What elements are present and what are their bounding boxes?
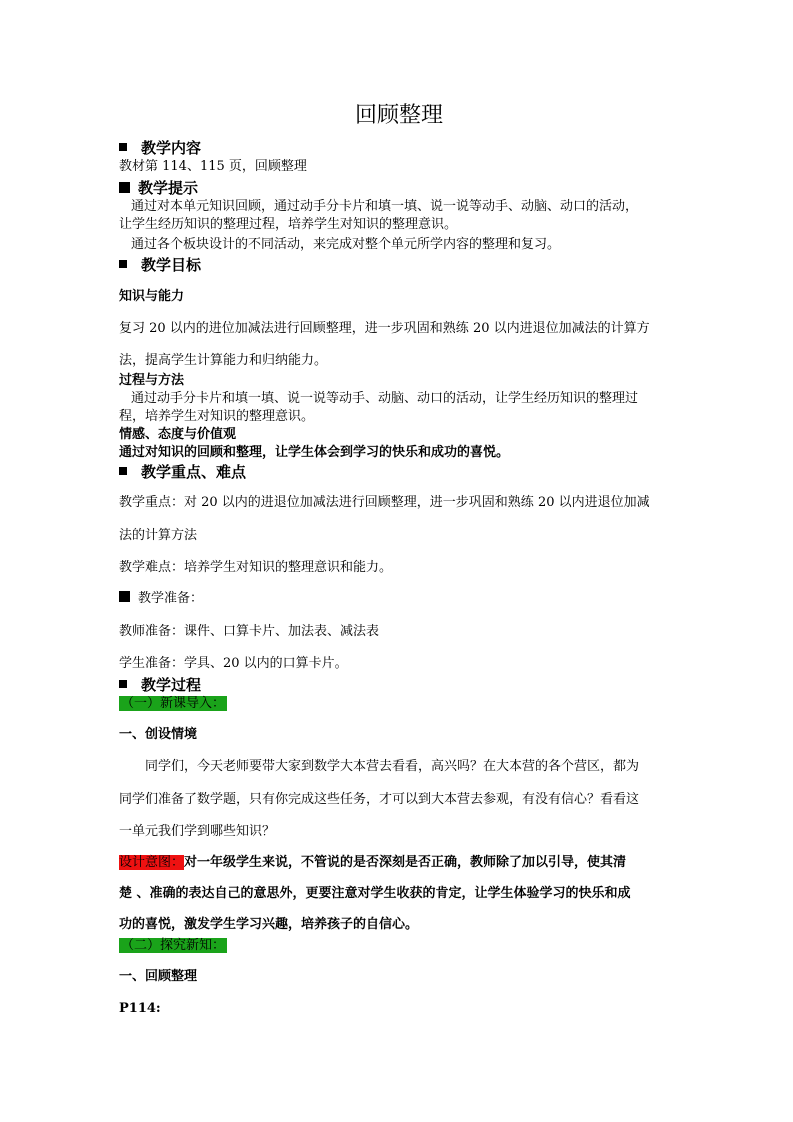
tips-p1b: 让学生经历知识的整理过程，培养学生对知识的整理意识。 <box>119 217 458 232</box>
attitude-heading: 情感、态度与价值观 <box>119 427 237 442</box>
section-content <box>119 138 679 176</box>
key-a: 教学重点：对 20 以内的进退位加减法进行回顾整理，进一步巩固和熟练 20 以内进退位加减 <box>119 495 650 510</box>
knowledge-heading: 知识与能力 <box>119 289 185 304</box>
part2-row <box>119 937 679 955</box>
intent-c: 功的喜悦，激发学生学习兴趣，培养孩子的自信心。 <box>119 917 419 932</box>
heading-prep: 教学准备： <box>119 590 679 608</box>
heading-key: 教学重点、难点 <box>119 462 679 482</box>
review-heading: 一、回顾整理 <box>119 969 198 984</box>
square-bullet-icon <box>119 467 127 475</box>
intent-b: 楚 、准确的表达自己的意思外，更要注意对学生收获的肯定，让学生体验学习的快乐和成 <box>119 886 631 901</box>
heading-goals: 教学目标 <box>119 255 679 275</box>
intent-label: 设计意图： <box>119 855 185 870</box>
scene-a: 同学们，今天老师要带大家到数学大本营去看看，高兴吗？在大本营的各个营区，都为 <box>145 759 640 774</box>
attitude-text: 通过对知识的回顾和整理，让学生体会到学习的快乐和成功的喜悦。 <box>119 445 510 460</box>
intent-paragraph <box>119 847 679 940</box>
section-process <box>119 675 679 713</box>
teacher-prep: 教师准备：课件、口算卡片、加法表、减法表 <box>119 624 380 639</box>
heading-tips: 教学提示 <box>119 178 679 198</box>
process-b: 程，培养学生对知识的整理意识。 <box>119 409 315 424</box>
part2-label: （二）探究新知： <box>121 938 226 953</box>
knowledge-b: 法，提高学生计算能力和归纳能力。 <box>119 353 328 368</box>
knowledge-a: 复习 20 以内的进位加减法进行回顾整理，进一步巩固和熟练 20 以内进退位加减法的计算方 <box>119 321 650 336</box>
scene-c: 一单元我们学到哪些知识？ <box>119 824 276 839</box>
part1-label: （一）新课导入： <box>121 696 226 711</box>
process-block <box>119 372 679 462</box>
tips-p2: 通过各个板块设计的不同活动，来完成对整个单元所学内容的整理和复习。 <box>131 237 561 252</box>
scene-b: 同学们准备了数学题，只有你完成这些任务，才可以到大本营去参观，有没有信心？看看这 <box>119 792 640 807</box>
heading-process: 教学过程 <box>119 675 679 695</box>
square-bullet-icon <box>119 182 130 193</box>
section-prep <box>119 590 679 608</box>
process-a: 通过动手分卡片和填一填、说一说等动手、动脑、动口的活动，让学生经历知识的整理过 <box>131 391 639 406</box>
square-bullet-icon <box>119 143 127 151</box>
page-title: 回顾整理 <box>354 103 443 128</box>
page-ref: P114: <box>119 1001 161 1016</box>
square-bullet-icon <box>119 680 127 688</box>
key-b: 法的计算方法 <box>119 528 198 543</box>
square-bullet-icon <box>119 591 130 602</box>
section-key <box>119 462 679 482</box>
section-goals <box>119 255 679 275</box>
tips-p1a: 通过对本单元知识回顾，通过动手分卡片和填一填、说一说等动手、动脑、动口的活动， <box>131 199 639 214</box>
scene-heading: 一、创设情境 <box>119 727 198 742</box>
square-bullet-icon <box>119 260 127 268</box>
heading-content: 教学内容 <box>119 138 679 158</box>
content-text: 教材第 114、115 页，回顾整理 <box>119 159 307 174</box>
intent-a: 对一年级学生来说，不管说的是否深刻是否正确，教师除了加以引导，使其清 <box>184 855 627 870</box>
section-tips <box>119 178 679 254</box>
process-heading: 过程与方法 <box>119 373 185 388</box>
student-prep: 学生准备：学具、20 以内的口算卡片。 <box>119 656 348 671</box>
difficult-text: 教学难点：培养学生对知识的整理意识和能力。 <box>119 560 393 575</box>
